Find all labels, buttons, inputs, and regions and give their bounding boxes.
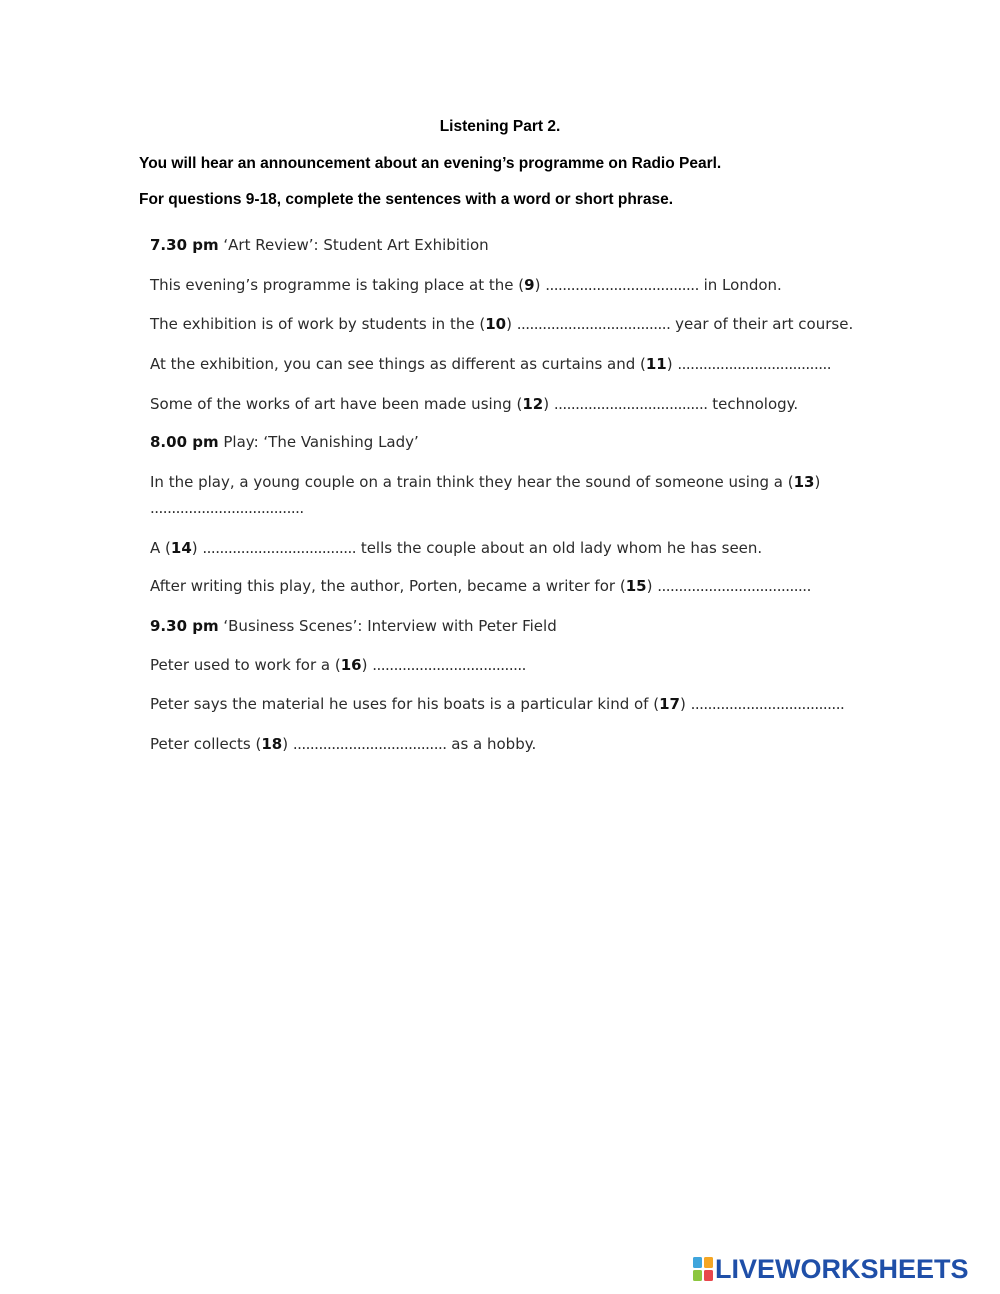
- section-time: 9.30 pm: [150, 617, 219, 635]
- section-time: 7.30 pm: [150, 236, 219, 254]
- question-text: The exhibition is of work by students in the (: [150, 315, 486, 333]
- section-name: ‘Art Review’: Student Art Exhibition: [218, 236, 489, 254]
- section-business-scenes: [150, 617, 557, 635]
- answer-blank-9[interactable]: ....................................: [545, 276, 699, 294]
- question-text: In the play, a young couple on a train think they hear the sound of someone using a (: [150, 473, 794, 491]
- question-13-blank-line: [150, 499, 304, 517]
- question-number: 10: [485, 315, 507, 333]
- answer-blank-12[interactable]: ....................................: [553, 395, 708, 413]
- question-number: 12: [522, 395, 544, 413]
- question-paren: ): [543, 395, 554, 413]
- question-text: This evening’s programme is taking place at the (: [150, 276, 525, 294]
- question-text: At the exhibition, you can see things as different as curtains and (: [150, 355, 646, 373]
- liveworksheets-logo-icon: [693, 1257, 713, 1281]
- question-paren: ): [282, 735, 293, 753]
- question-number: 18: [261, 735, 283, 753]
- section-name: Play: ‘The Vanishing Lady’: [218, 433, 419, 451]
- intro-instructions: For questions 9-18, complete the sentences with a word or short phrase.: [139, 191, 674, 208]
- question-number: 15: [625, 577, 647, 595]
- question-text-end: as a hobby.: [446, 735, 537, 753]
- section-time: 8.00 pm: [150, 433, 219, 451]
- question-number: 11: [645, 355, 667, 373]
- question-text-end: in London.: [698, 276, 782, 294]
- logo-mark-block: [693, 1270, 702, 1281]
- liveworksheets-logo[interactable]: [693, 1254, 969, 1284]
- question-text: After writing this play, the author, Porten, became a writer for (: [150, 577, 626, 595]
- question-text-end: tells the couple about an old lady whom he has seen.: [356, 539, 763, 557]
- logo-mark-block: [704, 1270, 713, 1281]
- question-number: 17: [659, 695, 680, 713]
- section-name: ‘Business Scenes’: Interview with Peter Field: [218, 617, 557, 635]
- answer-blank-11[interactable]: ....................................: [677, 355, 832, 373]
- section-play: [150, 433, 419, 451]
- answer-blank-10[interactable]: ....................................: [516, 315, 671, 333]
- section-art-review: [150, 236, 489, 254]
- question-paren: ): [361, 656, 373, 674]
- question-11: [150, 355, 831, 373]
- question-14: [150, 539, 762, 557]
- question-10: [150, 315, 853, 333]
- question-paren: ): [666, 355, 678, 373]
- question-number: 14: [170, 539, 192, 557]
- question-text: A (: [150, 539, 171, 557]
- answer-blank-18[interactable]: ....................................: [292, 735, 447, 753]
- logo-mark-block: [693, 1257, 702, 1268]
- question-paren: ): [534, 276, 546, 294]
- question-9: [150, 276, 782, 294]
- question-number: 16: [340, 656, 362, 674]
- question-17: [150, 695, 844, 713]
- question-text: Peter says the material he uses for his boats is a particular kind of (: [150, 695, 660, 713]
- answer-blank-17[interactable]: ....................................: [690, 695, 845, 713]
- question-13: [150, 473, 820, 491]
- question-paren: ): [646, 577, 658, 595]
- question-text: Peter collects (: [150, 735, 262, 753]
- question-text-end: year of their art course.: [670, 315, 854, 333]
- answer-blank-16[interactable]: ....................................: [372, 656, 526, 674]
- question-paren: ): [814, 473, 821, 491]
- question-16: [150, 656, 526, 674]
- question-text-end: technology.: [707, 395, 799, 413]
- question-number: 13: [793, 473, 815, 491]
- question-text: Peter used to work for a (: [150, 656, 341, 674]
- answer-blank-13[interactable]: ....................................: [150, 499, 304, 517]
- logo-text: LIVEWORKSHEETS: [715, 1253, 969, 1284]
- intro-announcement: You will hear an announcement about an evening’s programme on Radio Pearl.: [139, 155, 722, 172]
- answer-blank-15[interactable]: ....................................: [657, 577, 811, 595]
- logo-mark-block: [704, 1257, 713, 1268]
- question-15: [150, 577, 811, 595]
- question-18: [150, 735, 536, 753]
- question-number: 9: [524, 276, 535, 294]
- question-paren: ): [679, 695, 691, 713]
- question-paren: ): [506, 315, 517, 333]
- page-title: Listening Part 2.: [439, 118, 561, 135]
- question-text: Some of the works of art have been made using (: [150, 395, 523, 413]
- question-paren: ): [191, 539, 203, 557]
- answer-blank-14[interactable]: ....................................: [202, 539, 357, 557]
- question-12: [150, 395, 798, 413]
